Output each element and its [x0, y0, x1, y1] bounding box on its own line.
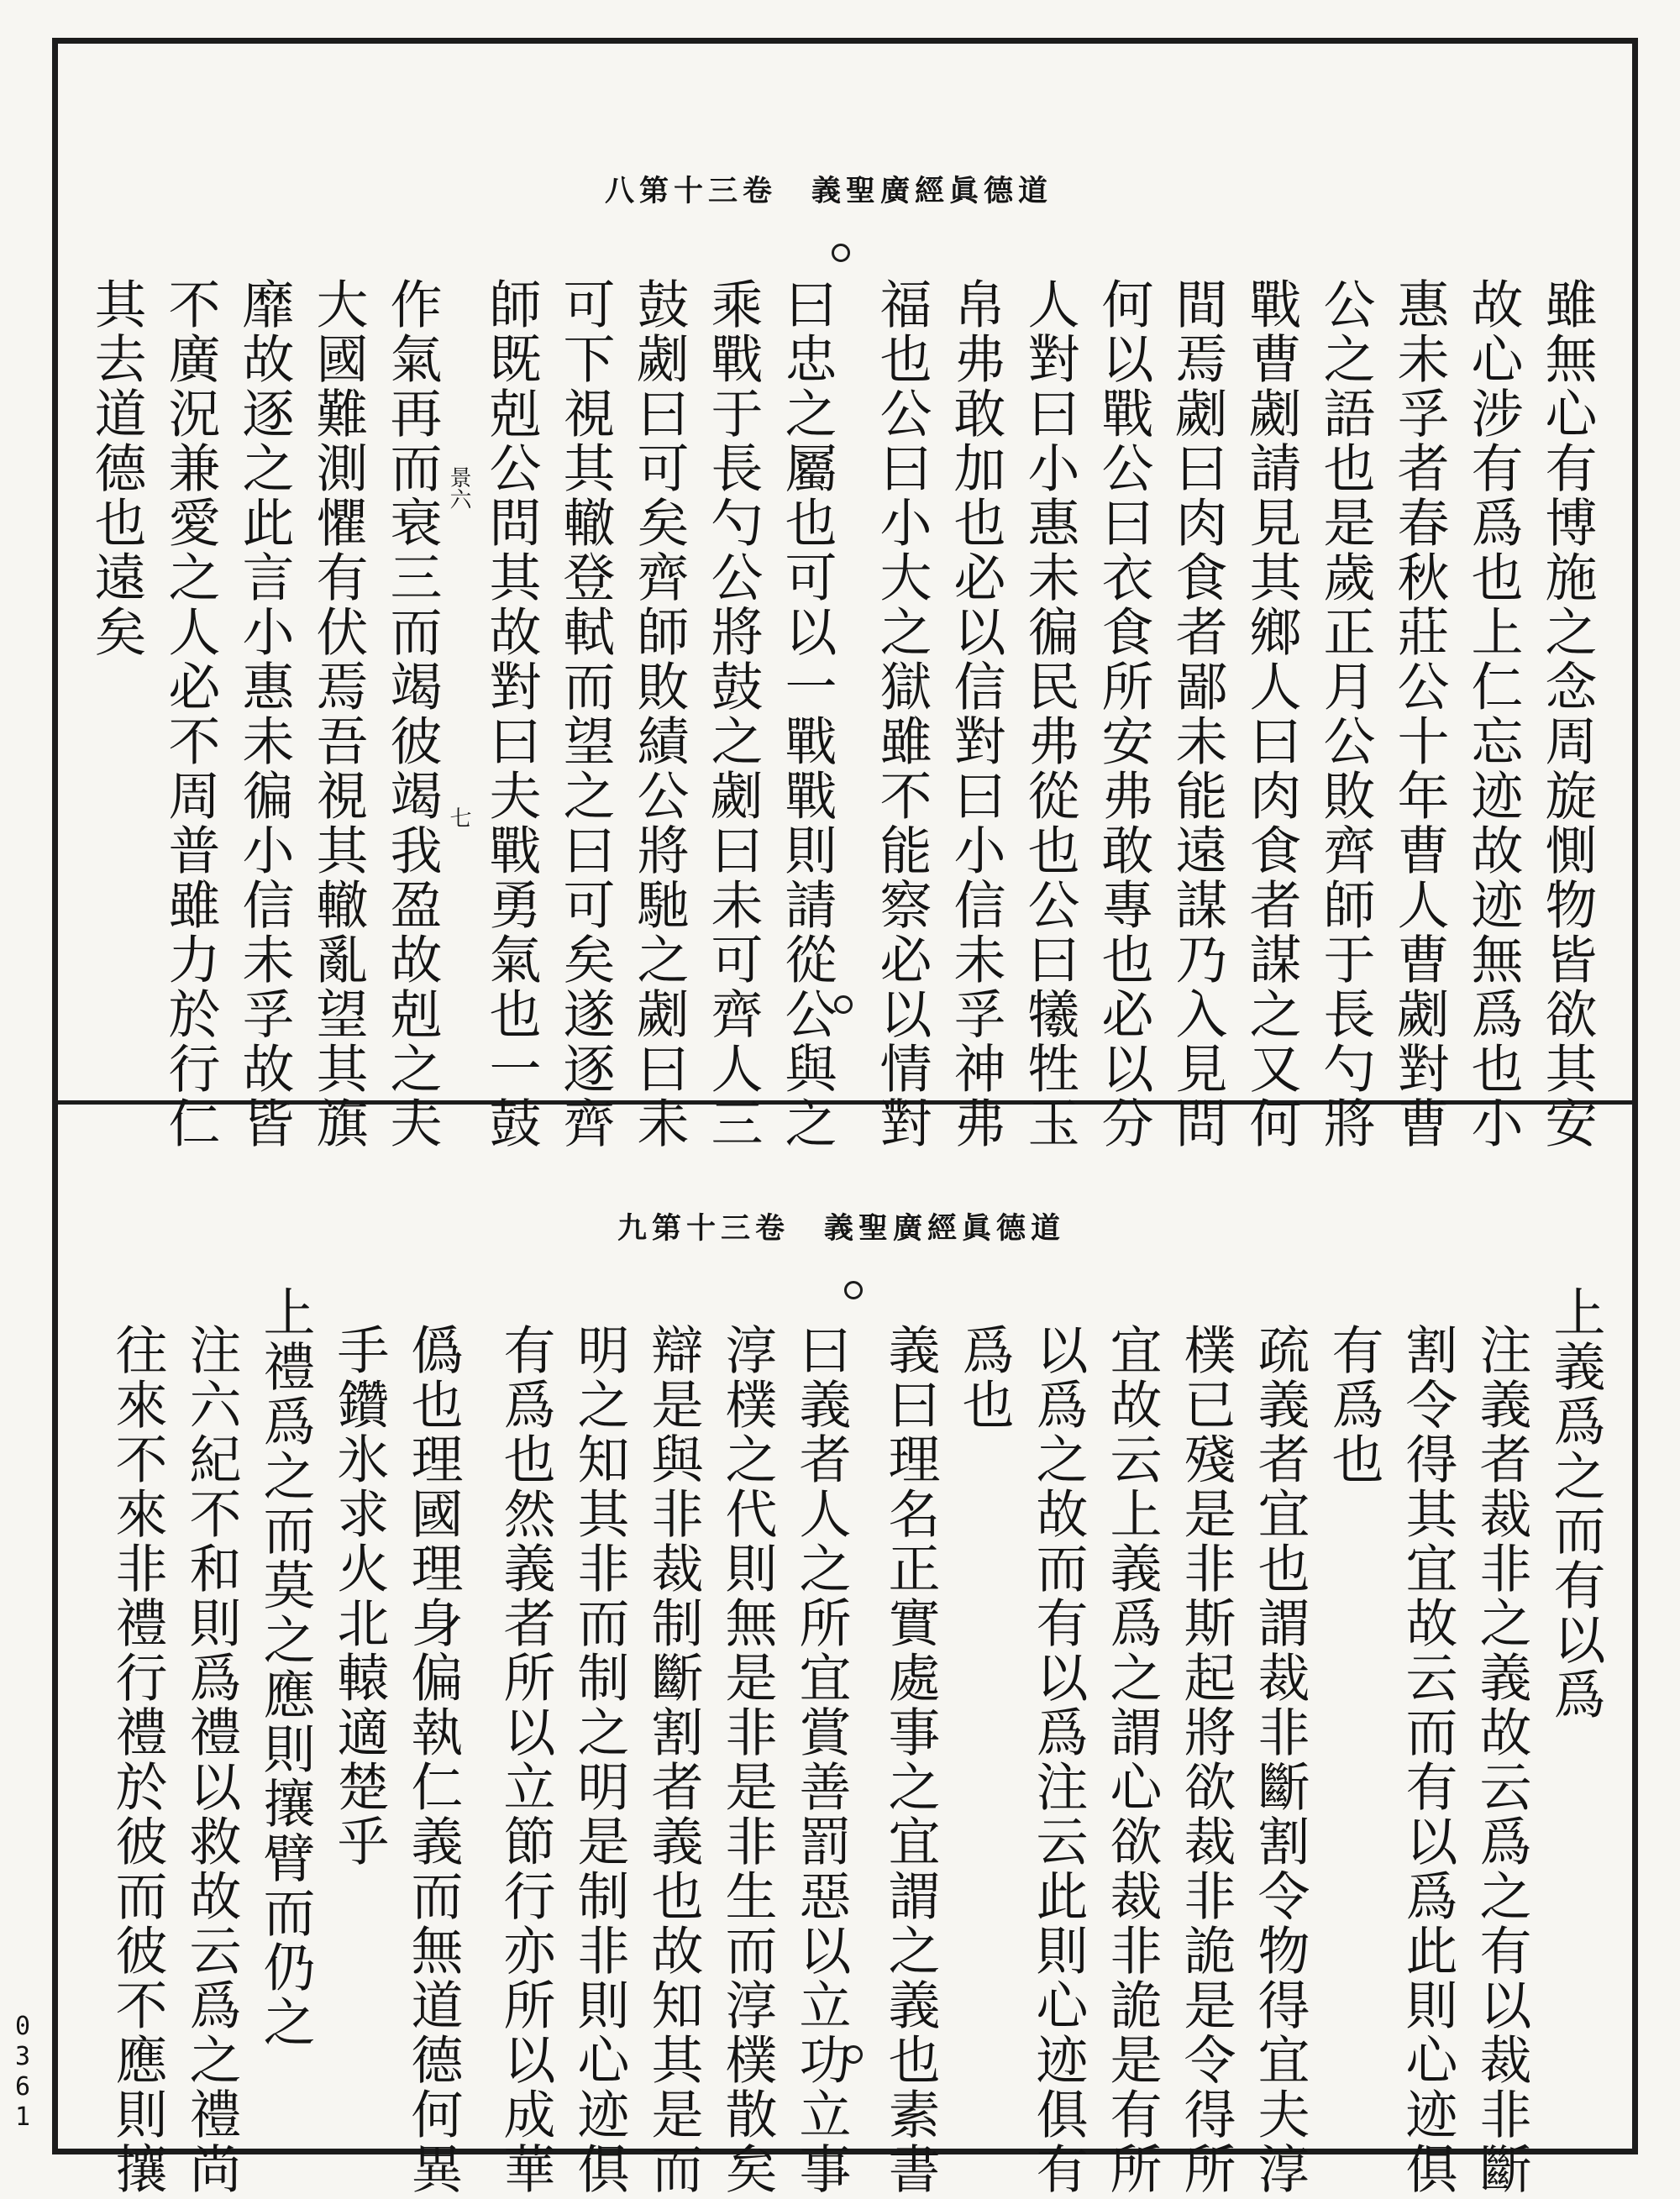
top-page-header: 八第十三卷 義聖廣經眞德道	[605, 174, 1053, 208]
text-column: 上禮爲之而莫之應則攘臂而仍之	[255, 1285, 316, 2049]
text-column: 不廣況兼愛之人必不周普雖力於行仁	[160, 277, 221, 1151]
text-column: 公之語也是歲正月公敗齊師于長勺將	[1315, 277, 1376, 1151]
text-column: 注義者裁非之義故云爲之有以裁非斷	[1471, 1323, 1532, 2196]
text-column: 以爲之故而有以爲注云此則心迹俱有	[1027, 1323, 1089, 2196]
text-column: 往來不來非禮行禮於彼而彼不應則攘	[107, 1323, 168, 2196]
text-column: 戰曹劌請見其鄉人曰肉食者謀之又何	[1241, 277, 1302, 1151]
text-column: 有爲也	[1323, 1323, 1384, 1487]
text-column: 鼓劌曰可矣齊師敗績公將馳之劌曰未	[628, 277, 690, 1151]
text-column: 爲也	[953, 1323, 1015, 1432]
text-column: 辯是與非裁制斷割者義也故知其是而	[643, 1323, 704, 2196]
text-column: 福也公曰小大之獄雖不能察必以情對	[871, 277, 932, 1151]
text-column: 故心涉有爲也上仁忘迹故迹無爲也小	[1462, 277, 1524, 1151]
text-column: 靡故逐之此言小惠未徧小信未孚故皆	[234, 277, 295, 1151]
text-column: 師既剋公問其故對曰夫戰勇氣也一鼓	[480, 277, 542, 1151]
text-column: 義曰理名正實處事之宜謂之義也素書	[879, 1323, 941, 2196]
text-column: 疏義者宜也謂裁非斷割令物得宜夫淳	[1249, 1323, 1310, 2196]
text-column: 帛弗敢加也必以信對曰小信未孚神弗	[945, 277, 1006, 1151]
text-column: 惠未孚者春秋莊公十年曹人曹劌對曹	[1389, 277, 1450, 1151]
text-column: 淳樸之代則無是非是非生而淳樸散矣	[717, 1323, 778, 2196]
text-column: 曰忠之屬也可以一戰戰則請從公與之	[776, 277, 837, 1151]
text-column: 何以戰公曰衣食所安弗敢專也必以分	[1093, 277, 1154, 1151]
bottom-page-header: 九第十三卷 義聖廣經眞德道	[617, 1211, 1066, 1246]
circle-mark-icon	[832, 244, 850, 262]
text-column: 雖無心有博施之念周旋惻物皆欲其安	[1536, 277, 1598, 1151]
text-column: 曰義者人之所宜賞善罰惡以立功立事	[790, 1323, 852, 2196]
circle-mark-icon	[844, 1281, 863, 1299]
page-number: 0361	[14, 2012, 31, 2132]
text-column: 手鑽氷求火北轅適楚乎	[328, 1323, 390, 1869]
text-column: 注六紀不和則爲禮以救故云爲之禮尚	[181, 1323, 242, 2196]
text-column: 僞也理國理身偏執仁義而無道德何異	[402, 1323, 464, 2196]
text-column: 大國難測懼有伏焉吾視其轍亂望其旗	[307, 277, 369, 1151]
text-column: 間焉劌曰肉食者鄙未能遠謀乃入見問	[1167, 277, 1228, 1151]
text-column: 有爲也然義者所以立節行亦所以成華	[495, 1323, 556, 2196]
text-column: 人對曰小惠未徧民弗從也公曰犧牲玉	[1019, 277, 1080, 1151]
text-column: 其去道德也遠矣	[86, 277, 147, 659]
text-column: 作氣再而衰三而竭彼竭我盈故剋之夫	[381, 277, 443, 1151]
text-column: 樸已殘是非斯起將欲裁非詭是令得所	[1175, 1323, 1236, 2196]
margin-note: 七	[446, 806, 471, 828]
text-column: 乘戰于長勺公將鼓之劌曰未可齊人三	[702, 277, 764, 1151]
text-column: 上義爲之而有以爲	[1545, 1285, 1606, 1722]
margin-note: 景六	[446, 466, 471, 510]
text-column: 可下視其轍登軾而望之曰可矣遂逐齊	[554, 277, 616, 1151]
text-column: 割令得其宜故云而有以爲此則心迹俱	[1397, 1323, 1458, 2196]
text-column: 宜故云上義爲之謂心欲裁非詭是有所	[1101, 1323, 1163, 2196]
text-column: 明之知其非而制之明是制非則心迹俱	[569, 1323, 630, 2196]
